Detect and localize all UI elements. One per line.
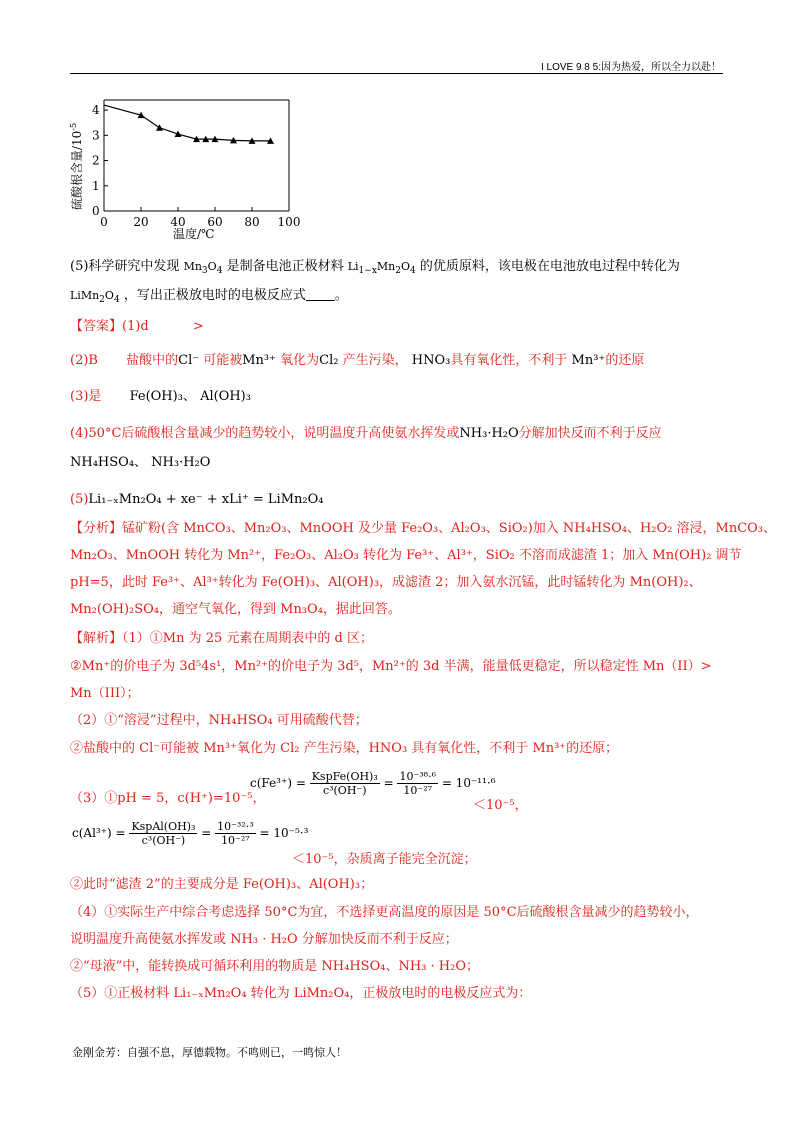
fe-equation: c(Fe³⁺) = $\frac{\text{KspFe(OH)₃}}{\text{c³(OH⁻)}}$ = $\frac{\text{10⁻³⁸·⁶}}{\text{10⁻²⁷}}$ = 10⁻¹¹·⁶ xyxy=(250,770,496,797)
x-tick-label: 80 xyxy=(244,215,260,229)
fe-conclusion: ＜10⁻⁵， xyxy=(473,798,528,813)
chart-axes xyxy=(104,100,289,211)
answer-blank[interactable] xyxy=(306,288,335,303)
formula-li1-x-mn2o4: $Li_{1-x}Mn_2O_4$ xyxy=(347,260,416,277)
analysis-line-3: pH=5，此时 Fe³⁺、Al³⁺转化为 Fe(OH)₃、Al(OH)₃，成滤渣 2；加入氨水沉锰，此时锰转化为 Mn(OH)₂、 xyxy=(70,575,702,590)
solution-line-3: Mn（III）； xyxy=(70,686,140,701)
question-5: (5)科学研究中发现 $Mn_3O_4$ 是制备电池正极材料 $Li_{1-x}Mn_2O_4$ 的优质原料，该电极在电池放电过程中转化为 xyxy=(70,259,680,277)
answer-line-3: (3)是 Fe(OH)₃、 Al(OH)₃ xyxy=(70,389,251,404)
page-footer: 金刚金芳：自强不息，厚德载物。不鸣则已，一鸣惊人！ xyxy=(72,1046,347,1059)
solution-line-1: 【解析】（1）①Mn 为 25 元素在周期表中的 d 区； xyxy=(70,631,373,646)
solution-line-9: 说明温度升高使氨水挥发或 NH₃ · H₂O 分解加快反而不利于反应； xyxy=(70,932,458,947)
x-tick-label: 60 xyxy=(207,215,223,229)
x-tick-label: 40 xyxy=(170,215,186,229)
analysis-line-2: Mn₂O₃、MnOOH 转化为 Mn²⁺，Fe₂O₃、Al₂O₃ 转化为 Fe³⁺、Al³⁺，SiO₂ 不溶而成滤渣 1；加入 Mn(OH)₂ 调节 xyxy=(70,548,742,563)
al-equation: c(Al³⁺) = $\frac{\text{KspAl(OH)₃}}{\text{c³(OH⁻)}}$ = $\frac{\text{10⁻³²·³}}{\text{10⁻²⁷}}$ = 10⁻⁵·³ xyxy=(72,820,309,847)
data-point-marker xyxy=(156,124,163,131)
formula-mn3o4: $Mn_3O_4$ xyxy=(183,260,223,277)
header-rule xyxy=(70,73,723,74)
answer-line-5: (5)Li₁₋ₓMn₂O₄ + xe⁻ + xLi⁺ = LiMn₂O₄ xyxy=(70,492,324,507)
y-tick-label: 4 xyxy=(92,103,100,118)
x-tick-label: 20 xyxy=(133,215,149,229)
analysis-line-1: 【分析】锰矿粉(含 MnCO₃、Mn₂O₃、MnOOH 及少量 Fe₂O₃、Al₂O₃、SiO₂)加入 NH₄HSO₄、H₂O₂ 溶浸，MnCO₃、 xyxy=(70,521,777,536)
y-tick-label: 1 xyxy=(92,178,100,193)
sulfate-temperature-chart xyxy=(68,92,318,244)
x-tick-label: 100 xyxy=(277,215,301,229)
answer-line-4-cont: NH₄HSO₄、 NH₃·H₂O xyxy=(70,455,211,470)
solution-line-4: （2）①“溶浸”过程中，NH₄HSO₄ 可用硫酸代替； xyxy=(70,713,368,728)
chart-x-ticks xyxy=(100,207,300,229)
chart-y-ticks xyxy=(92,103,108,218)
chart-y-label: 硫酸根含量$/10^{-5}$ xyxy=(69,122,84,210)
answer-line-1: 【答案】(1)d > xyxy=(70,319,204,334)
solution-line-5: ②盐酸中的 Cl⁻可能被 Mn³⁺氧化为 Cl₂ 产生污染，HNO₃ 具有氧化性，不利于 Mn³⁺的还原； xyxy=(70,741,619,756)
y-tick-label: 3 xyxy=(92,128,100,143)
formula-limn2o4: $LiMn_2O_4$ xyxy=(70,289,120,306)
solution-line-2: ②Mn⁺的价电子为 3d⁵4s¹，Mn²⁺的价电子为 3d⁵，Mn²⁺的 3d 半满，能量低更稳定，所以稳定性 Mn（II）> xyxy=(70,659,712,674)
answer-line-2: (2)B 盐酸中的Cl⁻ 可能被Mn³⁺ 氧化为Cl₂ 产生污染， HNO₃具有氧化性，不利于 Mn³⁺的还原 xyxy=(70,353,645,368)
y-tick-label: 2 xyxy=(92,153,100,168)
analysis-line-4: Mn₂(OH)₂SO₄，通空气氧化，得到 Mn₃O₄，据此回答。 xyxy=(70,602,401,617)
solution-line-6: （3）①pH = 5，c(H⁺)=10⁻⁵， xyxy=(70,791,266,806)
answer-line-4: (4)50°C后硫酸根含量减少的趋势较小，说明温度升高使氨水挥发或NH₃·H₂O分解加快反而不利于反应 xyxy=(70,426,662,441)
chart-markers xyxy=(138,112,275,144)
page-header: I LOVE 9 8 5:因为热爱，所以全力以赴！ xyxy=(540,62,721,73)
solution-line-7: ②此时“滤渣 2”的主要成分是 Fe(OH)₃、Al(OH)₃； xyxy=(70,877,374,892)
chart-series-line xyxy=(104,105,271,141)
x-tick-label: 0 xyxy=(100,215,108,229)
question-5-cont: $LiMn_2O_4$ ，写出正极放电时的电极反应式 。 xyxy=(70,288,348,306)
solution-line-11: （5）①正极材料 Li₁₋ₓMn₂O₄ 转化为 LiMn₂O₄，正极放电时的电极反应式为： xyxy=(70,986,532,1001)
al-conclusion: ＜10⁻⁵，杂质离子能完全沉淀； xyxy=(292,852,477,867)
solution-line-8: （4）①实际生产中综合考虑选择 50°C为宜，不选择更高温度的原因是 50°C后硫酸根含量减少的趋势较小， xyxy=(70,905,699,920)
chart-x-label: 温度/℃ xyxy=(173,227,215,241)
y-tick-label: 0 xyxy=(92,204,100,218)
solution-line-10: ②“母液”中，能转换成可循环利用的物质是 NH₄HSO₄、NH₃ · H₂O； xyxy=(70,959,479,974)
